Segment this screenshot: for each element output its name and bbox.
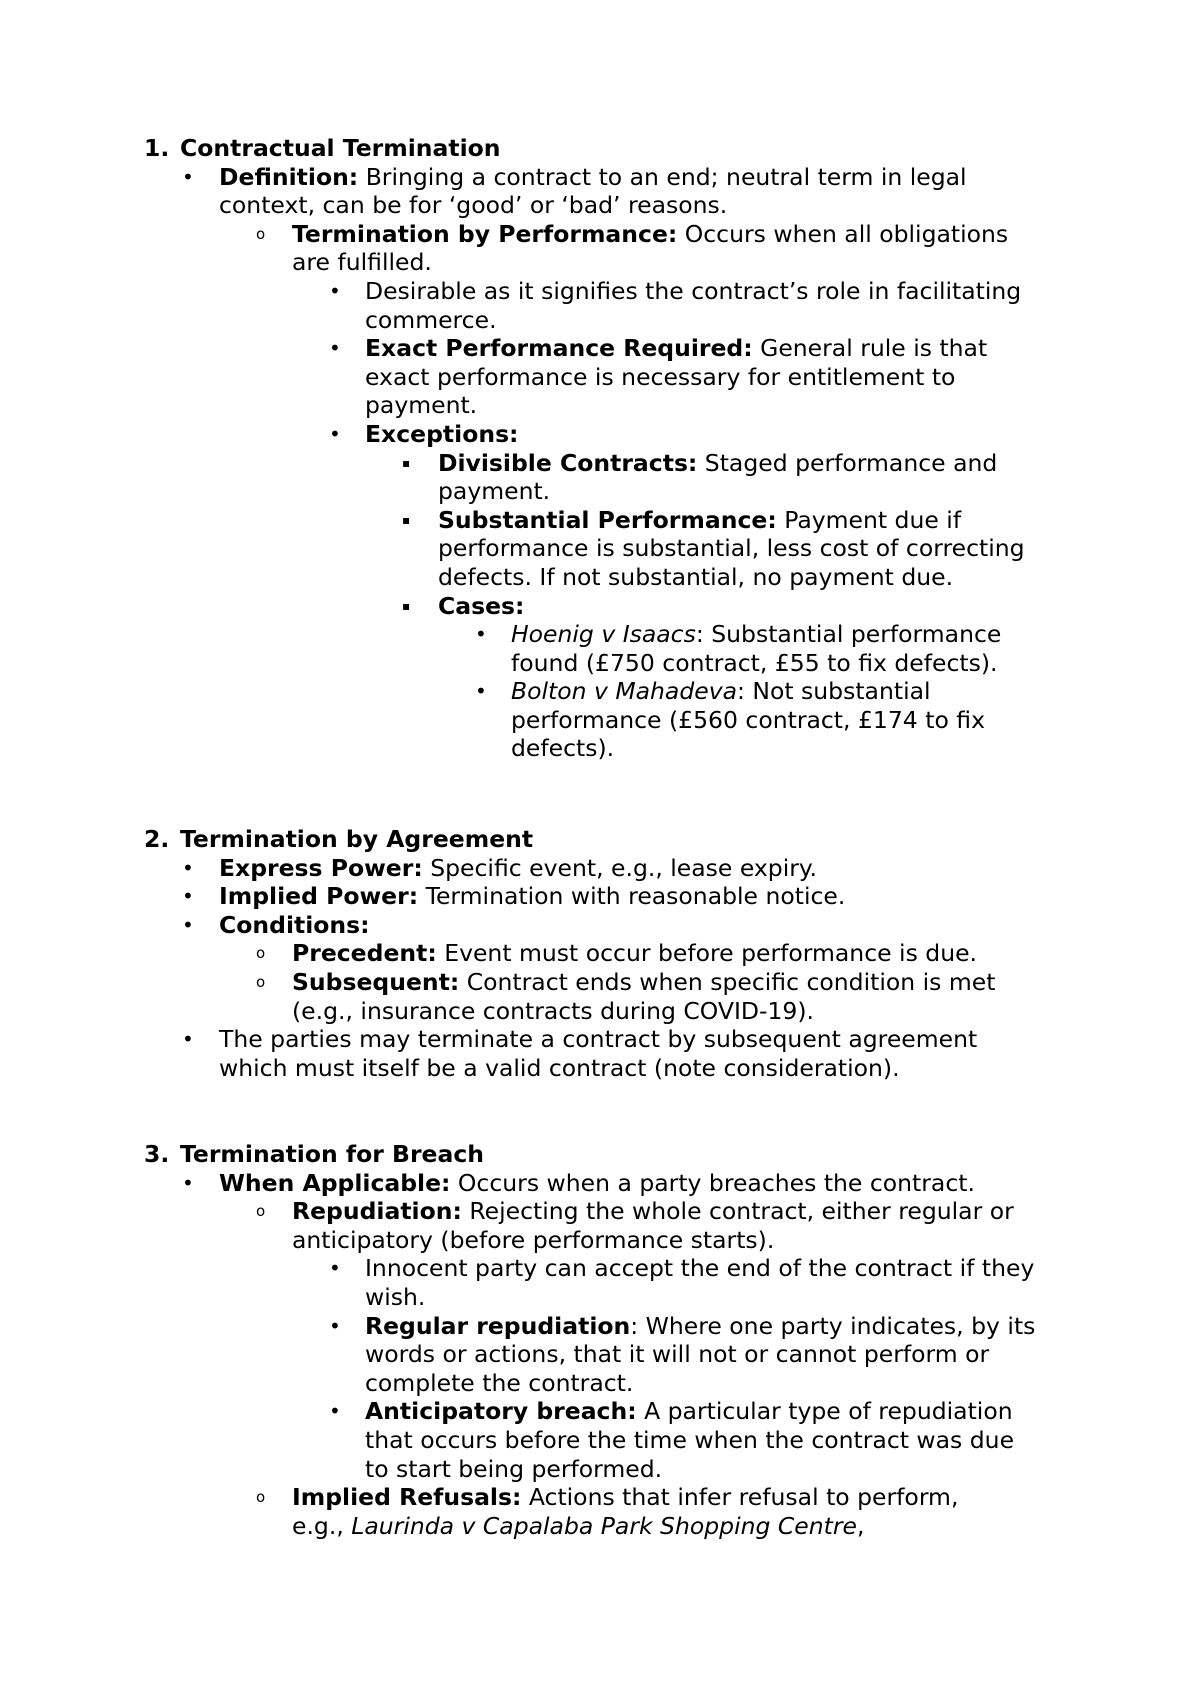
item-text: : Not substantial <box>737 677 931 706</box>
item-label: Termination by Performance: <box>292 219 678 248</box>
item-label: Definition: <box>219 162 359 191</box>
item-text: Desirable as it signifies the contract’s role in facilitating <box>365 276 1022 305</box>
list-item <box>0 854 1200 883</box>
item-text: Event must occur before performance is due. <box>436 939 978 968</box>
item-text: payment. <box>438 477 551 506</box>
case-name: Bolton v Mahadeva <box>511 677 738 706</box>
list-item <box>0 1197 1200 1254</box>
item-text: , <box>857 1511 865 1540</box>
item-text: performance (£560 contract, £174 to fix <box>511 705 986 734</box>
bullet-dot-icon: • <box>329 278 341 303</box>
item-text: that occurs before the time when the contract was due <box>365 1425 1015 1454</box>
list-item <box>0 882 1200 911</box>
item-label: Implied Refusals: <box>292 1483 522 1512</box>
item-text: payment. <box>365 391 478 420</box>
case-name: Hoenig v Isaacs <box>511 620 696 649</box>
item-text: Staged performance and <box>697 448 998 477</box>
item-text: Contract ends when specific condition is met <box>459 967 996 996</box>
item-text: defects. If not substantial, no payment due. <box>438 562 954 591</box>
list-item <box>0 620 1200 677</box>
section-heading <box>0 1140 1200 1169</box>
list-item <box>0 420 1200 449</box>
section-heading <box>0 825 1200 854</box>
bullet-dot-icon: • <box>182 855 194 880</box>
item-text: Rejecting the whole contract, either regular or <box>461 1197 1014 1226</box>
section-number: 2. <box>144 825 170 853</box>
bullet-dot-icon: • <box>182 884 194 909</box>
item-label: Express Power: <box>219 853 423 882</box>
item-text: performance is substantial, less cost of correcting <box>438 534 1025 563</box>
item-label: Exceptions: <box>365 419 519 448</box>
item-text: Payment due if <box>776 505 962 534</box>
section-number: 3. <box>144 1140 170 1168</box>
list-item <box>0 163 1200 220</box>
item-text: Bringing a contract to an end; neutral term in legal <box>358 162 967 191</box>
bullet-circle-icon: o <box>256 1202 266 1221</box>
item-text: e.g., <box>292 1511 352 1540</box>
bullet-dot-icon: • <box>329 1399 341 1424</box>
item-label: Divisible Contracts: <box>438 448 698 477</box>
item-text: Innocent party can accept the end of the contract if they <box>365 1254 1035 1283</box>
item-text: commerce. <box>365 305 497 334</box>
bullet-dot-icon: • <box>329 336 341 361</box>
bullet-dot-icon: • <box>182 1170 194 1195</box>
item-label: Exact Performance Required: <box>365 334 753 363</box>
item-text: : Where one party indicates, by its <box>630 1311 1036 1340</box>
item-text: exact performance is necessary for entitlement to <box>365 362 956 391</box>
bullet-dot-icon: • <box>182 912 194 937</box>
section-title: Contractual Termination <box>180 134 501 162</box>
bullet-square-icon: ▪ <box>402 598 411 613</box>
bullet-dot-icon: • <box>329 421 341 446</box>
item-text: : Substantial performance <box>695 620 1002 649</box>
list-item <box>0 506 1200 592</box>
item-text: words or actions, that it will not or cannot perform or <box>365 1340 990 1369</box>
item-label: Anticipatory breach: <box>365 1397 637 1426</box>
item-text: General rule is that <box>752 334 988 363</box>
bullet-circle-icon: o <box>256 972 266 991</box>
bullet-square-icon: ▪ <box>402 512 411 527</box>
bullet-circle-icon: o <box>256 1488 266 1507</box>
item-label: Conditions: <box>219 910 370 939</box>
item-text: Termination with reasonable notice. <box>418 882 846 911</box>
item-label: Subsequent: <box>292 967 460 996</box>
bullet-dot-icon: • <box>475 622 487 647</box>
bullet-dot-icon: • <box>182 164 194 189</box>
item-text: to start being performed. <box>365 1454 663 1483</box>
item-text: defects). <box>511 734 615 763</box>
section-heading <box>0 134 1200 163</box>
item-text: Specific event, e.g., lease expiry. <box>422 853 817 882</box>
section-termination-for-breach <box>0 1140 1200 1540</box>
item-text: Actions that infer refusal to perform, <box>521 1483 959 1512</box>
item-text: Occurs when a party breaches the contract. <box>450 1168 975 1197</box>
item-text: (e.g., insurance contracts during COVID-19). <box>292 996 815 1025</box>
item-text: complete the contract. <box>365 1368 634 1397</box>
item-label: When Applicable: <box>219 1168 451 1197</box>
list-item <box>0 911 1200 940</box>
section-title: Termination for Breach <box>180 1140 485 1168</box>
item-text: found (£750 contract, £55 to fix defects). <box>511 648 998 677</box>
list-item <box>0 334 1200 420</box>
list-item <box>0 1483 1200 1540</box>
item-label: Implied Power: <box>219 882 419 911</box>
list-item <box>0 939 1200 968</box>
list-item <box>0 1025 1200 1082</box>
item-text: The parties may terminate a contract by subsequent agreement <box>219 1025 978 1054</box>
item-text: Occurs when all obligations <box>677 219 1009 248</box>
item-text: A particular type of repudiation <box>636 1397 1013 1426</box>
item-label: Regular repudiation <box>365 1311 631 1340</box>
list-item <box>0 449 1200 506</box>
list-item <box>0 968 1200 1025</box>
section-termination-by-agreement <box>0 825 1200 1082</box>
bullet-circle-icon: o <box>256 944 266 963</box>
case-name: Laurinda v Capalaba Park Shopping Centre <box>351 1511 857 1540</box>
list-item <box>0 1312 1200 1398</box>
bullet-dot-icon: • <box>329 1313 341 1338</box>
item-label: Cases: <box>438 591 525 620</box>
item-text: anticipatory (before performance starts). <box>292 1225 775 1254</box>
item-label: Precedent: <box>292 939 437 968</box>
bullet-dot-icon: • <box>182 1027 194 1052</box>
item-text: are fulfilled. <box>292 248 432 277</box>
item-label: Repudiation: <box>292 1197 462 1226</box>
item-text: wish. <box>365 1282 426 1311</box>
list-item <box>0 1254 1200 1311</box>
bullet-dot-icon: • <box>475 679 487 704</box>
section-title: Termination by Agreement <box>180 825 534 853</box>
section-number: 1. <box>144 134 170 162</box>
item-text: context, can be for ‘good’ or ‘bad’ reasons. <box>219 191 728 220</box>
list-item <box>0 277 1200 334</box>
section-contractual-termination <box>0 134 1200 763</box>
item-label: Substantial Performance: <box>438 505 777 534</box>
list-item <box>0 1169 1200 1198</box>
bullet-circle-icon: o <box>256 224 266 243</box>
bullet-square-icon: ▪ <box>402 455 411 470</box>
item-text: which must itself be a valid contract (note consideration). <box>219 1053 900 1082</box>
list-item <box>0 677 1200 763</box>
list-item <box>0 220 1200 277</box>
bullet-dot-icon: • <box>329 1256 341 1281</box>
list-item <box>0 592 1200 621</box>
list-item <box>0 1397 1200 1483</box>
